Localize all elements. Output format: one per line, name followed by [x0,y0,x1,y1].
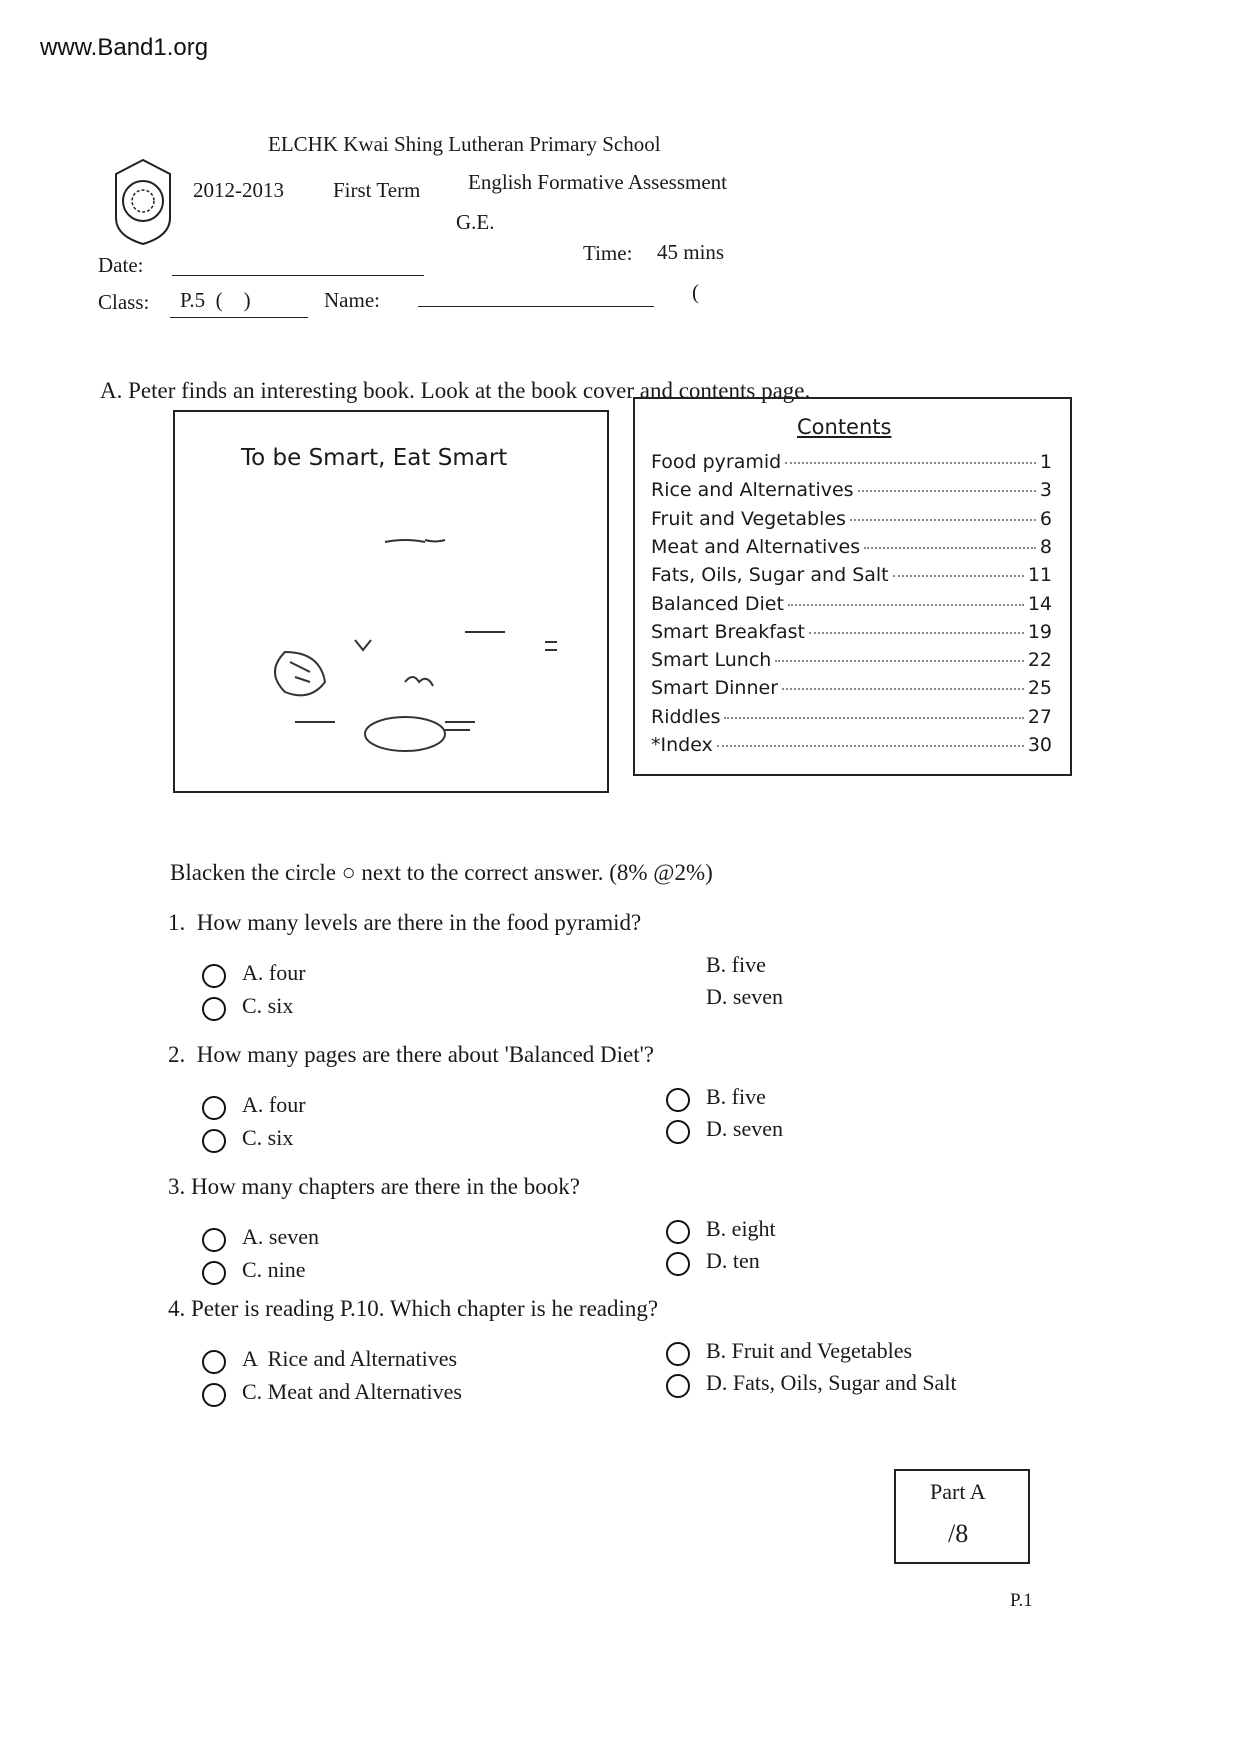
option-b: B. five [706,952,766,977]
assessment-title: English Formative Assessment [468,170,727,194]
class-field[interactable] [170,317,308,318]
school-name: ELCHK Kwai Shing Lutheran Primary School [268,132,661,156]
class-number-paren: ( [692,280,699,304]
option-a: A. four [242,1092,306,1117]
leader-dots [858,490,1036,492]
answer-circle-b[interactable] [666,1220,690,1244]
contents-page [633,397,1072,776]
answer-circle-d[interactable] [666,1252,690,1276]
site-watermark: www.Band1.org [40,34,209,61]
contents-entry-title: Fruit and Vegetables [651,507,846,530]
contents-entry-page: 19 [1027,620,1052,643]
book-cover-title: To be Smart, Eat Smart [241,445,508,471]
option-c: C. six [242,1125,294,1150]
contents-entry [651,677,1052,699]
option-d: D. Fats, Oils, Sugar and Salt [706,1370,957,1395]
contents-entry [651,508,1052,530]
question-2: 2. How many pages are there about 'Balanced Diet'? [168,1042,654,1067]
leader-dots [782,688,1024,690]
answer-circle-b[interactable] [666,1088,690,1112]
answer-circle-a[interactable] [202,964,226,988]
time-label: Time: [583,241,633,265]
leader-dots [785,462,1036,464]
contents-entry-title: Smart Breakfast [651,620,805,643]
time-value: 45 mins [657,240,725,264]
section-a-intro: A. Peter finds an interesting book. Look at the book cover and contents page. [100,378,811,403]
school-logo [104,138,174,233]
leader-dots [788,604,1024,606]
answer-circle-c[interactable] [202,1261,226,1285]
contents-entry-page: 11 [1027,564,1052,587]
answer-circle-d[interactable] [666,1374,690,1398]
contents-entry-title: Smart Dinner [651,677,779,700]
answer-circle-c[interactable] [202,1129,226,1153]
book-cover [173,410,609,793]
contents-entry [651,593,1052,615]
contents-entry [651,649,1052,671]
contents-entry [651,706,1052,728]
name-field[interactable] [418,306,654,307]
leader-dots [724,717,1023,719]
leader-dots [809,632,1024,634]
page-number: P.1 [1010,1590,1033,1611]
name-label: Name: [324,288,380,312]
answer-circle-a[interactable] [202,1228,226,1252]
option-c: C. Meat and Alternatives [242,1379,462,1404]
contents-entry [651,479,1052,501]
contents-entry-page: 8 [1039,535,1052,558]
contents-entry-title: Rice and Alternatives [651,479,854,502]
contents-entry-page: 25 [1027,677,1052,700]
score-value: /8 [948,1519,969,1548]
option-a: A Rice and Alternatives [242,1346,458,1371]
contents-entry-title: Riddles [651,705,721,728]
option-b: B. Fruit and Vegetables [706,1338,913,1363]
contents-entry [651,564,1052,586]
answer-circle-c[interactable] [202,1383,226,1407]
option-d: D. ten [706,1248,760,1273]
option-b: B. eight [706,1216,776,1241]
contents-entry-page: 30 [1027,734,1052,756]
leader-dots [775,660,1023,662]
question-4: 4. Peter is reading P.10. Which chapter is he reading? [168,1296,659,1321]
contents-entry-page: 22 [1027,649,1052,672]
contents-entry [651,536,1052,558]
food-illustration [255,512,585,762]
answer-circle-d[interactable] [666,1120,690,1144]
contents-entry-title: Smart Lunch [651,649,772,672]
option-c: C. six [242,993,294,1018]
answer-circle-a[interactable] [202,1096,226,1120]
contents-entry-title: Food pyramid [651,451,782,473]
score-box [894,1469,1030,1564]
leader-dots [850,519,1036,521]
contents-entry-page: 14 [1027,592,1052,615]
contents-title: Contents [797,415,892,439]
instruction: Blacken the circle ○ next to the correct answer. (8% @2%) [170,860,713,885]
class-value: P.5 ( ) [180,288,251,312]
contents-entry-page: 1 [1039,451,1052,473]
contents-entry-title: Balanced Diet [651,592,784,615]
question-3: 3. How many chapters are there in the book? [168,1174,580,1199]
contents-entry-page: 3 [1039,479,1052,502]
contents-entry-page: 27 [1027,705,1052,728]
school-year: 2012-2013 [193,178,284,202]
contents-entry-title: *Index [651,734,713,756]
option-a: A. four [242,960,306,985]
leader-dots [893,575,1024,577]
date-label: Date: [98,253,144,277]
contents-entry-title: Fats, Oils, Sugar and Salt [651,564,889,587]
leader-dots [717,745,1024,747]
leader-dots [864,547,1036,549]
contents-entry [651,451,1052,473]
contents-entry-page: 6 [1039,507,1052,530]
date-field[interactable] [172,275,424,276]
contents-entry-title: Meat and Alternatives [651,535,861,558]
option-b: B. five [706,1084,766,1109]
answer-circle-b[interactable] [666,1342,690,1366]
score-label: Part A [930,1479,986,1504]
option-d: D. seven [706,1116,783,1141]
term: First Term [333,178,421,202]
question-1: 1. How many levels are there in the food pyramid? [168,910,642,935]
option-a: A. seven [242,1224,319,1249]
contents-entry [651,734,1052,756]
answer-circle-a[interactable] [202,1350,226,1374]
contents-entry [651,621,1052,643]
class-label: Class: [98,290,150,314]
subject: G.E. [456,210,495,234]
answer-circle-c[interactable] [202,997,226,1021]
option-d: D. seven [706,984,783,1009]
option-c: C. nine [242,1257,306,1282]
